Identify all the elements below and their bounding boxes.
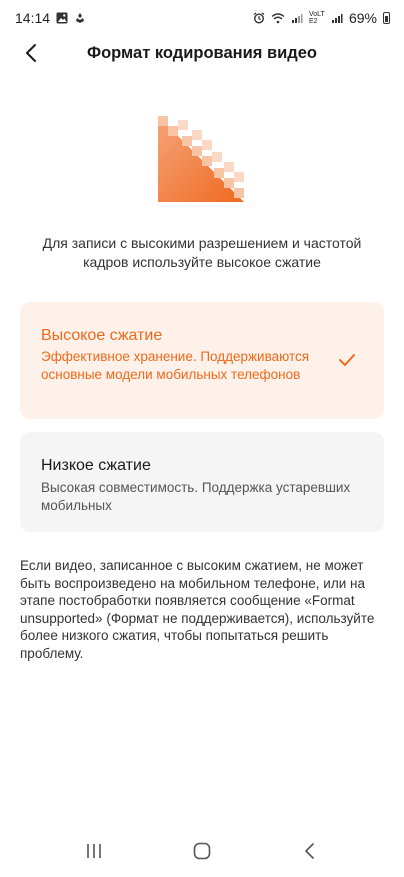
recent-apps-icon — [85, 842, 103, 860]
status-bar-left — [15, 10, 86, 26]
navigation-bar — [0, 825, 404, 877]
image-icon — [56, 12, 68, 24]
signal-icon — [291, 12, 303, 24]
signal-icon-2 — [331, 12, 343, 24]
option-description: Эффективное хранение. Поддерживаются основные модели мобильных телефонов — [41, 349, 310, 382]
option-title: Низкое сжатие — [41, 457, 151, 474]
option-low-compression[interactable] — [20, 432, 384, 532]
option-title: Высокое сжатие — [41, 327, 163, 344]
alarm-icon — [253, 12, 265, 24]
status-bar-right — [253, 10, 390, 26]
compression-illustration — [158, 116, 244, 202]
nav-back-button[interactable] — [290, 831, 330, 871]
battery-icon — [383, 12, 390, 24]
home-button[interactable] — [182, 831, 222, 871]
volte-icon: VoLTE2 — [308, 11, 325, 25]
checkmark-icon — [338, 352, 356, 368]
option-description: Высокая совместимость. Поддержка устаревших мобильных — [41, 480, 351, 513]
option-high-compression[interactable] — [20, 302, 384, 419]
status-bar — [0, 0, 404, 36]
page-title: Формат кодирования видео — [87, 43, 317, 62]
intro-text: Для записи с высокими разрешением и частотой кадров используйте высокое сжатие — [42, 235, 362, 270]
back-icon — [303, 841, 317, 861]
battery-percent: 69% — [348, 10, 377, 26]
status-time: 14:14 — [15, 10, 51, 26]
header — [0, 36, 404, 70]
recent-apps-button[interactable] — [74, 831, 114, 871]
note-text: Если видео, записанное с высоким сжатием, не может быть воспроизведено на мобильном телефоне, или на этапе постобработки появляется сообщение «Format unsupported» (Формат не поддерживается), используйте более низкого сжатия, чтобы попытаться решить проблему. — [20, 558, 375, 661]
home-icon — [192, 841, 212, 861]
back-button[interactable] — [18, 39, 44, 67]
wifi-icon — [271, 12, 285, 24]
gallery-icon — [74, 12, 86, 24]
chevron-left-icon — [25, 43, 37, 63]
